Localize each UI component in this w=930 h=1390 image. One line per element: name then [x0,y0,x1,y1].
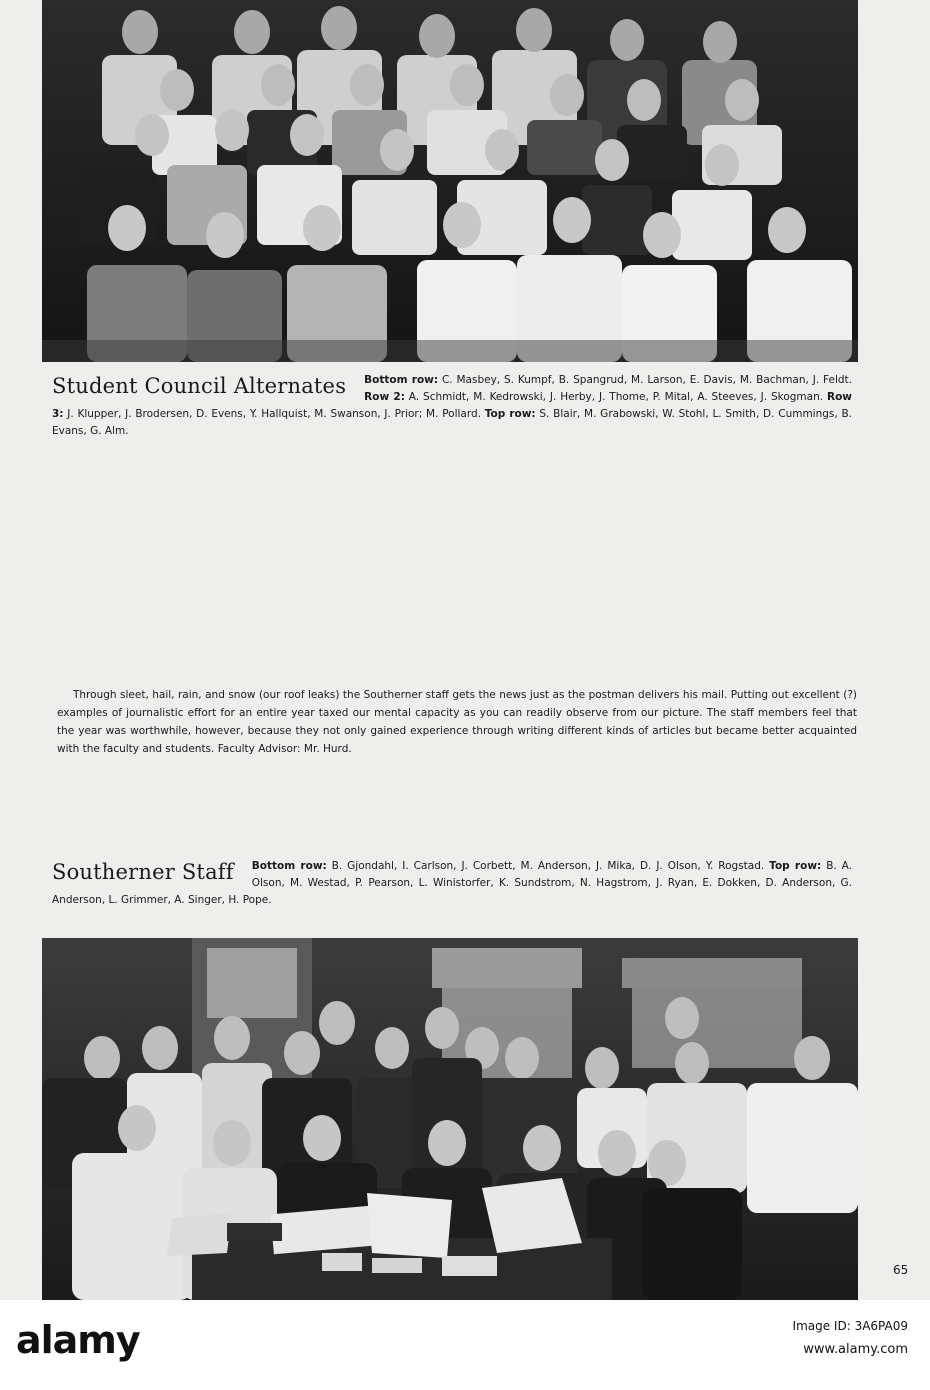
staff-row-names: B. A. Olson, M. Westad, P. Pearson, L. Winistorfer, K. Sundstrom, N. Hagstrom, J. Ryan, E. Dokken, D. Anderson, G. Anderson, L. Grimmer, A. Singer, H. Pope. [52,860,853,906]
student-council-title: Student Council Alternates [52,374,347,398]
council-row-label: Row 2: [364,391,405,403]
council-row-label: Bottom row: [364,374,439,386]
southerner-caption [52,858,852,909]
southerner-staff-photo-art [42,938,858,1300]
council-row-names: S. Blair, M. Grabowski, W. Stohl, L. Smith, D. Cummings, B. Evans, G. Alm. [52,408,853,437]
council-row-label: Top row: [484,408,536,420]
staff-row-label: Bottom row: [251,860,327,872]
stock-image-info [793,1314,908,1362]
southerner-title: Southerner Staff [52,860,234,884]
student-council-caption [52,372,852,440]
council-row-label: Row 3: [52,391,852,420]
student-council-photo-art [42,0,858,362]
council-row-names: A. Schmidt, M. Kedrowski, J. Herby, J. Thome, P. Mital, A. Steeves, J. Skogman. [408,391,824,403]
staff-row-label: Top row: [769,860,822,872]
staff-row-names: B. Gjondahl, I. Carlson, J. Corbett, M. Anderson, J. Mika, D. J. Olson, Y. Rogstad. [331,860,765,872]
council-row-names: C. Masbey, S. Kumpf, B. Spangrud, M. Larson, E. Davis, M. Bachman, J. Feldt. [441,374,853,386]
stock-url: www.alamy.com [803,1342,908,1357]
stock-logo: alamy [16,1318,140,1362]
stock-image-id: Image ID: 3A6PA09 [792,1319,908,1333]
council-row-names: J. Klupper, J. Brodersen, D. Evens, Y. Hallquist, M. Swanson, J. Prior; M. Pollard. [67,408,481,420]
southerner-description: Through sleet, hail, rain, and snow (our roof leaks) the Southerner staff gets the news just as the postman delivers his mail. Putting out excellent (?) examples of journalistic effort for an entire year taxed our mental capacity as you can readily observe from our picture. The staff members feel that the year was worthwhile, however, because they not only gained experience through writing different kinds of articles but became better acquainted with the faculty and students. Faculty Advisor: Mr. Hurd. [57,689,857,755]
student-council-photo [42,0,858,362]
page-number: 65 [893,1263,909,1277]
southerner-staff-photo [42,938,858,1300]
stock-watermark-bar [0,1300,930,1390]
